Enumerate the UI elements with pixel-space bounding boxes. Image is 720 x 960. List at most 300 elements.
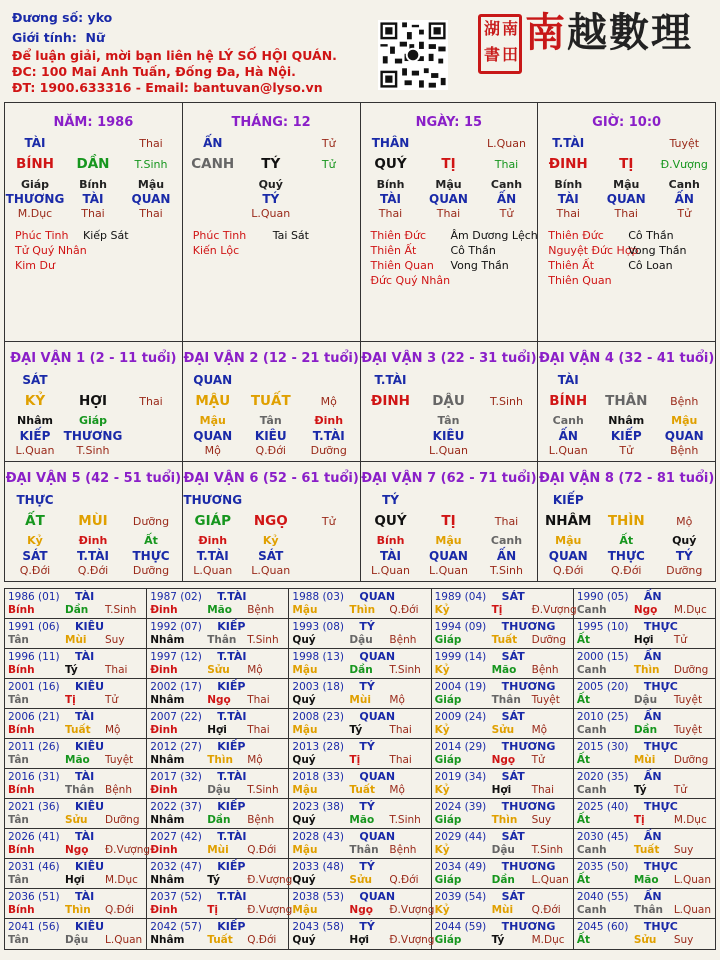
year-cell — [574, 679, 715, 708]
year-life-stage: L.Quan — [673, 874, 712, 886]
year-branch: Thìn — [633, 664, 660, 676]
luck-hidden-stem: Canh — [490, 534, 523, 547]
year-stem: Nhâm — [150, 874, 185, 886]
year-ten-god: ẤN — [643, 830, 662, 843]
luck-hidden-stem: Canh — [552, 414, 584, 427]
year-life-stage: L.Quan — [105, 934, 143, 946]
year-cell — [289, 619, 431, 648]
year-life-stage: Thai — [389, 724, 412, 736]
year-life-stage: Thai — [531, 784, 555, 796]
pillar-1 — [183, 103, 361, 341]
year-branch: Sửu — [349, 874, 372, 886]
year-label: 1997 (12) — [150, 651, 202, 663]
year-ten-god: KIÊU — [75, 680, 105, 693]
year-branch: Dần — [207, 814, 231, 826]
year-branch: Tuất — [207, 934, 233, 946]
luck-ten-god: QUAN — [193, 373, 233, 387]
luck-hidden-stem: Nhâm — [17, 414, 53, 427]
luck-hidden-life-stage: Dưỡng — [666, 564, 703, 577]
luck-hidden-stem: Đinh — [78, 534, 108, 547]
pillar-life-stage: Tử — [321, 137, 336, 150]
hidden-life-stage: Thai — [81, 207, 105, 220]
year-stem: Giáp — [434, 934, 462, 946]
year-label: 2033 (48) — [292, 861, 345, 873]
spirit-star: Cô Thần — [450, 244, 496, 257]
year-label: 2034 (49) — [434, 861, 487, 873]
branch-life-stage: T.Sinh — [134, 158, 168, 171]
luck-branch: NGỌ — [253, 513, 288, 529]
year-ten-god: SÁT — [501, 890, 525, 903]
luck-period-3 — [361, 342, 539, 461]
year-life-stage: Q.Đới — [389, 604, 419, 616]
year-ten-god: KIÊU — [75, 860, 105, 873]
year-label: 2014 (29) — [434, 741, 487, 753]
year-ten-god: THỰC — [643, 620, 678, 633]
year-stem: Bính — [8, 904, 35, 916]
year-life-stage: Bệnh — [531, 664, 559, 676]
year-life-stage: T.Sinh — [389, 814, 421, 826]
year-label: 2039 (54) — [434, 891, 487, 903]
year-cell — [574, 919, 715, 950]
year-life-stage: M.Dục — [673, 604, 707, 616]
year-life-stage: Đ.Vượng — [389, 934, 435, 946]
year-life-stage: Đ.Vượng — [531, 604, 577, 616]
year-label: 2008 (23) — [292, 711, 345, 723]
branch-life-stage: Đ.Vượng — [660, 158, 708, 171]
year-cell — [432, 889, 574, 918]
luck-period-1 — [5, 342, 183, 461]
year-cell — [289, 679, 431, 708]
year-branch: Thân — [633, 904, 664, 916]
year-label: 2028 (43) — [292, 831, 345, 843]
luck-hidden-stem: Quý — [672, 534, 697, 547]
pillar-title: GIỜ: 10:0 — [592, 115, 662, 130]
year-stem: Mậu — [292, 664, 318, 676]
year-cell — [432, 799, 574, 828]
year-life-stage: Tử — [105, 694, 119, 706]
luck-hidden-ten-god: T.TÀI — [312, 429, 345, 443]
luck-hidden-life-stage: L.Quan — [251, 564, 291, 577]
luck-branch: TỊ — [441, 513, 456, 529]
year-ten-god: THƯƠNG — [501, 860, 556, 873]
year-ten-god: ẤN — [643, 650, 662, 663]
luck-hidden-stem: Mậu — [555, 534, 582, 547]
year-branch: Ngọ — [491, 754, 516, 766]
year-branch: Sửu — [633, 934, 657, 946]
year-life-stage: Q.Đới — [389, 874, 419, 886]
luck-hidden-stem: Tân — [259, 414, 282, 427]
spirit-star: Tai Sát — [272, 229, 309, 242]
year-label: 1990 (05) — [576, 591, 629, 603]
year-ten-god: SÁT — [501, 830, 525, 843]
luck-life-stage: Mộ — [676, 515, 693, 528]
year-ten-god: SÁT — [501, 590, 525, 603]
hidden-stem: Mậu — [137, 178, 165, 191]
year-row — [5, 829, 715, 859]
year-branch: Hợi — [65, 874, 85, 886]
year-life-stage: Tử — [673, 634, 687, 646]
year-branch: Dậu — [633, 694, 658, 706]
hidden-ten-god: TÀI — [82, 192, 104, 206]
year-branch: Tý — [633, 784, 647, 796]
hidden-ten-god: QUAN — [131, 192, 171, 206]
year-cell — [289, 739, 431, 768]
year-life-stage: Q.Đới — [247, 934, 277, 946]
year-branch: Thân — [65, 784, 95, 796]
spirit-star: Tử Quý Nhân — [15, 244, 87, 257]
spirit-star: Cô Loan — [628, 259, 673, 272]
spirit-star: Đức Quý Nhân — [370, 274, 451, 287]
spirit-star: Nguyệt Đức Hợp — [548, 244, 639, 257]
year-ten-god: KIẾP — [217, 920, 246, 933]
year-life-stage: Bệnh — [247, 814, 275, 826]
spirit-star: Kiến Lộc — [192, 244, 240, 257]
spirit-star: Thiên Đức — [548, 229, 604, 242]
year-life-stage: Đ.Vượng — [247, 904, 293, 916]
year-life-stage: Tuyệt — [531, 694, 560, 706]
year-branch: Dần — [491, 874, 515, 886]
pillar-3 — [538, 103, 715, 341]
year-ten-god: TÀI — [75, 830, 95, 843]
year-cell — [147, 739, 289, 768]
year-stem: Bính — [8, 664, 35, 676]
year-life-stage: Đ.Vượng — [389, 904, 435, 916]
year-stem: Nhâm — [150, 634, 185, 646]
year-stem: Tân — [8, 874, 29, 886]
year-label: 2018 (33) — [292, 771, 345, 783]
year-ten-god: T.TÀI — [217, 830, 247, 843]
luck-hidden-life-stage: Q.Đới — [611, 564, 642, 577]
luck-ten-god: TÀI — [557, 373, 579, 387]
luck-period-4 — [538, 342, 715, 461]
year-stem: Ất — [576, 694, 590, 706]
year-ten-god: KIÊU — [75, 920, 105, 933]
hidden-stem: Canh — [668, 178, 700, 191]
year-life-stage: Thai — [247, 724, 270, 736]
luck-period-2 — [183, 342, 361, 461]
earthly-branch: TỊ — [441, 156, 456, 172]
year-label: 2021 (36) — [8, 801, 60, 813]
year-label: 2045 (60) — [576, 921, 629, 933]
year-ten-god: KIẾP — [217, 800, 246, 813]
luck-hidden-ten-god: QUAN — [664, 429, 704, 443]
ten-god-stem: TÀI — [24, 136, 46, 150]
year-branch: Mão — [633, 874, 659, 886]
hidden-ten-god: TÀI — [379, 192, 401, 206]
year-stem: Tân — [8, 934, 29, 946]
hidden-stem: Mậu — [613, 178, 640, 191]
year-ten-god: KIẾP — [217, 740, 246, 753]
spirit-star: Âm Dương Lệch — [450, 229, 538, 242]
year-ten-god: KIÊU — [75, 800, 105, 813]
year-stem: Quý — [292, 874, 316, 886]
year-branch: Tý — [491, 934, 505, 946]
year-label: 2026 (41) — [8, 831, 60, 843]
year-life-stage: Bệnh — [389, 844, 417, 856]
year-cell — [5, 799, 147, 828]
spirit-star: Vong Thần — [628, 244, 687, 257]
hidden-ten-god: TÀI — [557, 192, 579, 206]
year-stem: Bính — [8, 844, 35, 856]
year-branch: Thân — [349, 844, 379, 856]
year-branch: Mão — [491, 664, 517, 676]
year-label: 2005 (20) — [576, 681, 629, 693]
year-label: 1989 (04) — [434, 591, 487, 603]
year-label: 2043 (58) — [292, 921, 345, 933]
year-cell — [147, 769, 289, 798]
luck-stem: GIÁP — [194, 513, 231, 529]
branch-life-stage: Tử — [321, 158, 336, 171]
luck-life-stage: T.Sinh — [490, 395, 523, 408]
year-stem: Nhâm — [150, 814, 185, 826]
year-label: 2015 (30) — [576, 741, 629, 753]
year-branch: Thân — [207, 634, 237, 646]
luck-stem: BÍNH — [549, 393, 588, 409]
year-stem: Ất — [576, 634, 590, 646]
luck-hidden-ten-god: KIÊU — [254, 429, 287, 443]
year-cell — [5, 739, 147, 768]
branch-life-stage: Thai — [494, 158, 519, 171]
luck-life-stage: Mộ — [320, 395, 337, 408]
hidden-life-stage: Thai — [614, 207, 638, 220]
year-cell — [432, 769, 574, 798]
hidden-stem: Giáp — [20, 178, 50, 191]
contact-line: Để luận giải, mời bạn liên hệ LÝ SỐ HỘI QUÁN. — [12, 48, 337, 63]
year-ten-god: ẤN — [643, 710, 662, 723]
year-ten-god: TÀI — [75, 890, 95, 903]
year-cell — [289, 769, 431, 798]
natal-chart — [4, 102, 716, 342]
year-ten-god: KIÊU — [75, 740, 105, 753]
year-life-stage: Tuyệt — [673, 694, 703, 706]
year-label: 1993 (08) — [292, 621, 345, 633]
spirit-star: Thiên Ất — [370, 244, 417, 257]
year-cell — [574, 859, 715, 888]
year-life-stage: Bệnh — [389, 634, 417, 646]
heavenly-stem: QUÝ — [374, 156, 407, 172]
luck-hidden-ten-god: QUAN — [193, 429, 233, 443]
year-cell — [147, 649, 289, 678]
luck-hidden-life-stage: L.Quan — [429, 444, 468, 457]
luck-hidden-ten-god: ẤN — [496, 549, 517, 563]
year-branch: Tý — [207, 874, 220, 886]
year-branch: Sửu — [207, 664, 230, 676]
year-row — [5, 739, 715, 769]
luck-hidden-life-stage: Mộ — [204, 444, 221, 457]
luck-period-title: ĐẠI VẬN 6 (52 - 61 tuổi) — [183, 471, 359, 486]
year-stem: Canh — [576, 724, 607, 736]
year-stem: Giáp — [434, 754, 462, 766]
luck-row — [5, 342, 715, 462]
year-cell — [432, 739, 574, 768]
year-branch: Mão — [65, 754, 90, 766]
year-label: 2031 (46) — [8, 861, 60, 873]
hidden-stem: Quý — [258, 178, 283, 191]
year-ten-god: QUAN — [359, 770, 396, 783]
luck-hidden-life-stage: Q.Đới — [255, 444, 286, 457]
year-label: 2025 (40) — [576, 801, 629, 813]
luck-hidden-stem: Giáp — [78, 414, 108, 427]
luck-hidden-stem: Bính — [376, 534, 405, 547]
year-label: 2041 (56) — [8, 921, 60, 933]
year-label: 2040 (55) — [576, 891, 629, 903]
pillar-title: NĂM: 1986 — [53, 115, 134, 130]
luck-hidden-life-stage: L.Quan — [193, 564, 233, 577]
year-row — [5, 769, 715, 799]
year-stem: Ất — [576, 814, 590, 826]
year-cell — [147, 859, 293, 888]
year-stem: Nhâm — [150, 694, 185, 706]
year-cell — [5, 829, 151, 858]
luck-branch: MÙI — [78, 513, 108, 529]
luck-life-stage: Dưỡng — [132, 515, 170, 528]
year-label: 1991 (06) — [8, 621, 60, 633]
year-label: 2002 (17) — [150, 681, 202, 693]
year-label: 1994 (09) — [434, 621, 487, 633]
year-cell — [574, 649, 715, 678]
year-branch: Hợi — [207, 724, 227, 736]
year-label: 1992 (07) — [150, 621, 202, 633]
luck-hidden-stem: Tân — [437, 414, 460, 427]
year-life-stage: Tuyệt — [105, 754, 134, 766]
year-ten-god: QUAN — [359, 890, 396, 903]
year-stem: Ất — [576, 934, 590, 946]
year-life-stage: M.Dục — [105, 874, 138, 886]
year-branch: Mùi — [207, 844, 229, 856]
year-cell — [147, 919, 289, 950]
year-cell — [432, 709, 574, 738]
header — [0, 0, 720, 100]
year-branch: Tị — [633, 814, 645, 826]
year-label: 2036 (51) — [8, 891, 60, 903]
year-stem: Đinh — [150, 724, 178, 736]
year-branch: Tý — [349, 724, 363, 736]
earthly-branch: TỊ — [619, 156, 634, 172]
year-stem: Quý — [292, 694, 316, 706]
year-label: 2023 (38) — [292, 801, 345, 813]
year-branch: Thân — [491, 694, 521, 706]
year-label: 2035 (50) — [576, 861, 629, 873]
hidden-stem: Mậu — [435, 178, 462, 191]
year-stem: Tân — [8, 814, 29, 826]
year-label: 1999 (14) — [434, 651, 487, 663]
year-branch: Mùi — [491, 904, 514, 916]
year-stem: Tân — [8, 634, 29, 646]
year-branch: Thìn — [207, 754, 233, 766]
hidden-stem: Bính — [79, 178, 107, 191]
year-label: 1988 (03) — [292, 591, 345, 603]
luck-hidden-stem: Ất — [144, 534, 158, 547]
year-life-stage: Dưỡng — [673, 664, 709, 676]
year-ten-god: TÝ — [359, 740, 375, 753]
luck-ten-god: TÝ — [382, 493, 399, 507]
hidden-life-stage: Thai — [378, 207, 403, 220]
year-cell — [147, 799, 289, 828]
year-stem: Mậu — [292, 844, 318, 856]
year-ten-god: THƯƠNG — [501, 920, 556, 933]
luck-period-title: ĐẠI VẬN 5 (42 - 51 tuổi) — [5, 471, 182, 486]
year-branch: Thìn — [349, 604, 376, 616]
year-cell — [289, 709, 431, 738]
luck-hidden-life-stage: Dưỡng — [310, 444, 347, 457]
year-ten-god: ẤN — [643, 590, 662, 603]
luck-hidden-life-stage: L.Quan — [548, 444, 588, 457]
year-label: 2037 (52) — [150, 891, 202, 903]
year-branch: Dậu — [349, 634, 373, 646]
year-cell — [574, 589, 715, 618]
year-ten-god: TÝ — [359, 860, 375, 873]
year-cell — [289, 889, 435, 918]
luck-period-5 — [5, 462, 183, 582]
year-stem: Giáp — [434, 634, 462, 646]
year-ten-god: THƯƠNG — [501, 620, 556, 633]
year-stem: Mậu — [292, 724, 318, 736]
year-branch: Mão — [349, 814, 375, 826]
year-label: 1986 (01) — [8, 591, 60, 603]
year-row — [5, 679, 715, 709]
year-label: 2038 (53) — [292, 891, 345, 903]
pillar-title: THÁNG: 12 — [231, 115, 311, 130]
sex-line: Giới tính: Nữ — [12, 30, 105, 45]
year-branch: Ngọ — [633, 604, 658, 616]
pillar-life-stage: Thai — [139, 137, 163, 150]
hidden-stem: Canh — [490, 178, 523, 191]
year-ten-god: SÁT — [501, 650, 525, 663]
luck-hidden-ten-god: QUAN — [548, 549, 588, 563]
year-label: 2006 (21) — [8, 711, 60, 723]
year-cell — [574, 889, 715, 918]
year-cell — [289, 649, 431, 678]
year-cell — [5, 619, 147, 648]
year-label: 1987 (02) — [150, 591, 202, 603]
year-label: 2016 (31) — [8, 771, 60, 783]
year-branch: Mùi — [633, 754, 656, 766]
year-stem: Mậu — [292, 784, 318, 796]
luck-period-title: ĐẠI VẬN 2 (12 - 21 tuổi) — [183, 351, 359, 366]
year-cell — [5, 859, 147, 888]
year-ten-god: QUAN — [359, 710, 396, 723]
year-cell — [5, 649, 147, 678]
year-life-stage: Dưỡng — [673, 754, 709, 766]
hidden-life-stage: Thai — [556, 207, 580, 220]
spirit-star: Thiên Đức — [370, 229, 427, 242]
year-label: 2001 (16) — [8, 681, 60, 693]
ten-god-stem: ẤN — [203, 136, 223, 150]
year-ten-god: T.TÀI — [217, 590, 247, 603]
luck-branch: THÌN — [607, 513, 645, 529]
year-ten-god: THỰC — [643, 680, 678, 693]
year-life-stage: Mộ — [389, 784, 405, 796]
year-label: 2012 (27) — [150, 741, 202, 753]
luck-ten-god: T.TÀI — [374, 373, 407, 387]
qr-code-icon[interactable] — [378, 20, 448, 90]
luck-hidden-life-stage: Q.Đới — [77, 564, 109, 577]
year-branch: Dần — [349, 664, 373, 676]
hidden-ten-god: QUAN — [606, 192, 646, 206]
year-cell — [574, 739, 715, 768]
pillar-title: NGÀY: 15 — [415, 115, 483, 130]
year-ten-god: THƯƠNG — [501, 800, 556, 813]
luck-period-6 — [183, 462, 361, 582]
luck-hidden-stem: Kỷ — [262, 534, 279, 547]
major-luck-periods — [4, 342, 716, 582]
luck-branch: HỢI — [78, 393, 108, 409]
hidden-life-stage: Tử — [499, 207, 514, 220]
year-cell — [147, 619, 289, 648]
year-life-stage: Đ.Vượng — [105, 844, 151, 856]
year-cell — [574, 799, 715, 828]
year-stem: Bính — [8, 604, 35, 616]
